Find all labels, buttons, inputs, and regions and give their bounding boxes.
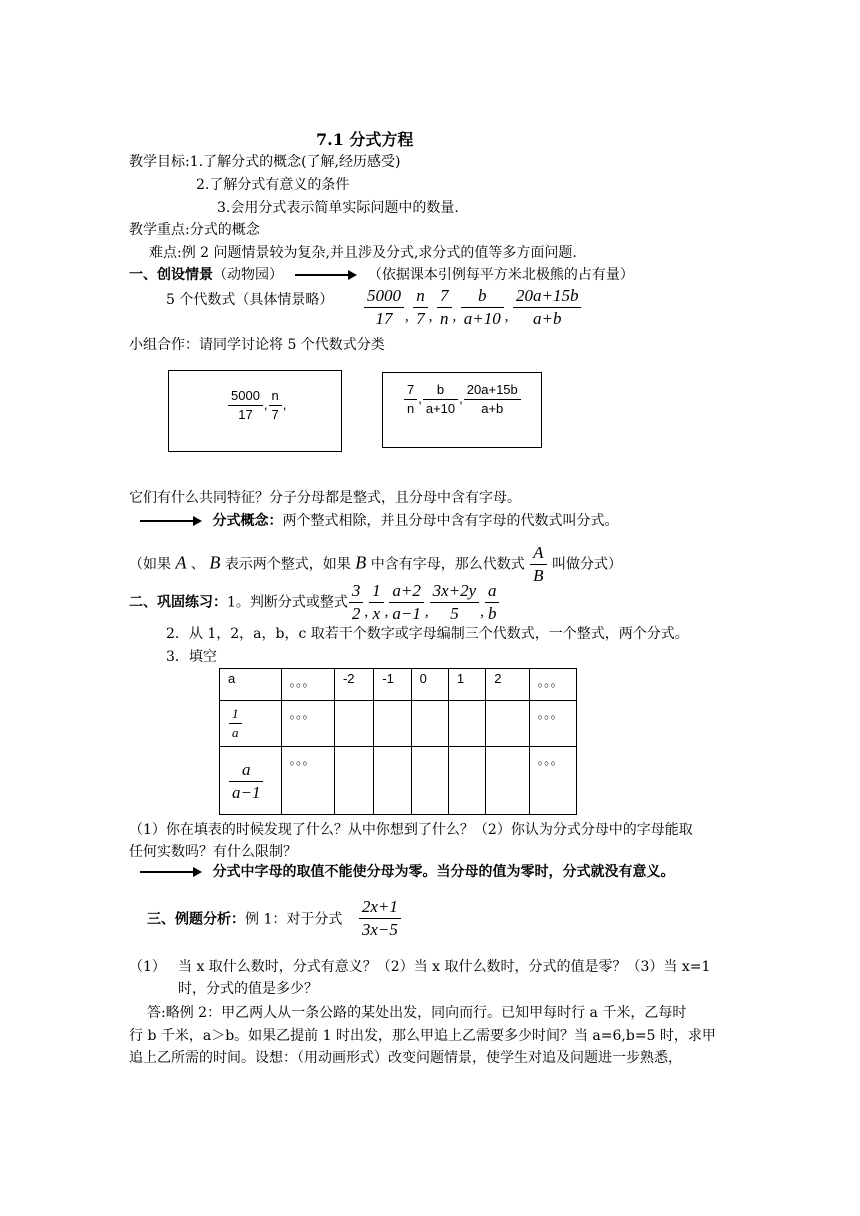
section-1-note: （依据课本引例每平方米北极熊的占有量） xyxy=(367,267,634,283)
conclusion-text: 分式中字母的取值不能使分母为零。当分母的值为零时，分式就没有意义。 xyxy=(212,864,675,880)
question-number: （1） xyxy=(129,959,166,975)
concept-text: 两个整式相除，并且分母中含有字母的代数式叫分式。 xyxy=(282,513,619,529)
practice-q1: 1。判断分式或整式 xyxy=(227,594,348,611)
section-1-heading-row xyxy=(129,265,634,285)
fraction-a-b: $\frac{A}{B}$ xyxy=(530,542,546,587)
fraction-a-b-lower: $\frac{a}{b}$ xyxy=(485,580,500,625)
table-cell xyxy=(334,701,373,747)
fraction-2x1-3x5: $\frac{2x+1}{3x-5}$ xyxy=(359,896,401,941)
condition-text-3: 表示两个整式，如果 xyxy=(224,556,351,573)
fraction-5000-17: $\frac{5000}{17}$ xyxy=(364,285,404,330)
table-cell: 。。。 xyxy=(281,747,334,815)
table-cell: -2 xyxy=(334,669,373,701)
table-cell: a xyxy=(220,669,282,701)
symbol-a: A xyxy=(175,552,187,573)
condition-text-5: 叫做分式） xyxy=(552,556,623,573)
table-row xyxy=(220,747,577,815)
table-cell xyxy=(448,747,485,815)
table-cell xyxy=(486,701,529,747)
symbol-b-2: B xyxy=(355,552,367,573)
table-cell xyxy=(220,701,282,747)
table-cell xyxy=(411,747,448,815)
answer-line-3: 追上乙所需的时间。设想：（用动画形式）改变问题情景，使学生对追及问题进一步熟悉， xyxy=(129,1050,682,1066)
table-cell: 。。。 xyxy=(281,701,334,747)
concept-head: 分式概念： xyxy=(212,513,283,529)
table-row xyxy=(220,669,577,701)
question-line-1: 当 x 取什么数时，分式有意义？（2）当 x 取什么数时，分式的值是零？（3）当 x=1 xyxy=(178,959,711,975)
table-cell: 2 xyxy=(486,669,529,701)
fraction-n-7-small: $\frac{n}{7}$ xyxy=(269,387,282,424)
fraction-3-2: $\frac{3}{2}$ xyxy=(349,580,364,625)
section-2-heading: 二、巩固练习： xyxy=(129,594,227,611)
section-1-heading: 一、创设情景 xyxy=(129,267,213,283)
answer-line-2: 行 b 千米，a＞b。如果乙提前 1 时出发，那么甲追上乙需要多少时间？当 a=6,b=5 时，求甲 xyxy=(129,1028,716,1044)
symbol-b: B xyxy=(209,552,221,573)
common-features: 它们有什么共同特征？分子分母都是整式，且分母中含有字母。 xyxy=(129,490,521,506)
table-cell xyxy=(220,747,282,815)
condition-text-4: 中含有字母，那么代数式 xyxy=(370,556,525,573)
section-1-heading-sub: （动物园） xyxy=(213,267,283,283)
fraction-20a15b-ab: $\frac{20a+15b}{a+b}$ xyxy=(513,285,581,330)
reflection-2: 任何实数吗？有什么限制？ xyxy=(129,844,297,860)
practice-q1-fractions: $\frac{3}{2}$ , $\frac{1}{x}$ , $\frac{a+2}{a-1}$ , $\frac{3x+2y}{5}$ , $\frac{a}{b}$ xyxy=(348,595,501,610)
table-cell xyxy=(374,701,411,747)
conclusion-row xyxy=(140,862,674,882)
table-cell xyxy=(334,747,373,815)
fill-in-table xyxy=(219,668,577,815)
section-3-heading: 三、例题分析： xyxy=(147,911,245,928)
table-cell: 。。。 xyxy=(529,669,576,701)
condition-text-2: 、 xyxy=(190,556,205,573)
table-cell: 0 xyxy=(411,669,448,701)
group-discussion: 小组合作：请同学讨论将 5 个代数式分类 xyxy=(129,337,385,353)
table-cell: 1 xyxy=(448,669,485,701)
practice-q3: 3．填空 xyxy=(166,649,217,665)
answer-line-1: 答:略例 2：甲乙两人从一条公路的某处出发，同向而行。已知甲每时行 a 千米，乙每时 xyxy=(147,1005,687,1021)
example-1: 例 1：对于分式 xyxy=(245,911,343,928)
arrow-icon xyxy=(140,520,200,522)
table-cell xyxy=(486,747,529,815)
fraction-b-a10-small: $\frac{b}{a+10}$ xyxy=(423,381,458,418)
fraction-7-n: $\frac{7}{n}$ xyxy=(437,285,452,330)
section-2-row xyxy=(129,580,500,625)
question-line-2: 时，分式的值是多少？ xyxy=(178,981,318,997)
practice-q2: 2．从 1，2，a，b，c 取若干个数字或字母编制三个代数式，一个整式，两个分式。 xyxy=(166,626,689,642)
arrow-icon xyxy=(140,871,200,873)
table-cell: -1 xyxy=(374,669,411,701)
table-cell xyxy=(374,747,411,815)
fraction-7-n-small: $\frac{7}{n}$ xyxy=(404,381,417,418)
table-cell xyxy=(411,701,448,747)
table-row xyxy=(220,701,577,747)
fraction-b-a10: $\frac{b}{a+10}$ xyxy=(461,285,504,330)
fraction-1-x: $\frac{1}{x}$ xyxy=(369,580,384,625)
fraction-n-7: $\frac{n}{7}$ xyxy=(413,285,428,330)
table-cell: 。。。 xyxy=(529,701,576,747)
page-title: 7.1 分式方程 xyxy=(316,130,414,149)
table-cell: 。。。 xyxy=(529,747,576,815)
fraction-a2-am1: $\frac{a+2}{a-1}$ xyxy=(389,580,423,625)
fraction-3x2y-5: $\frac{3x+2y}{5}$ xyxy=(430,580,480,625)
fraction-20a15b-ab-small: $\frac{20a+15b}{a+b}$ xyxy=(464,381,521,418)
goal-1: 教学目标:1.了解分式的概念(了解,经历感受) xyxy=(129,154,401,170)
section-3-row xyxy=(147,896,402,941)
classification-box-integral: $\frac{5000}{17}$ , $\frac{n}{7}$ , xyxy=(168,370,342,452)
table-cell: 。。。 xyxy=(281,669,334,701)
key-focus: 教学重点:分式的概念 xyxy=(129,222,260,238)
arrow-icon xyxy=(295,274,355,276)
goal-2: 2.了解分式有意义的条件 xyxy=(196,177,350,193)
expressions-label: 5 个代数式（具体情景略） xyxy=(166,292,334,308)
table-cell xyxy=(448,701,485,747)
goal-3: 3.会用分式表示简单实际问题中的数量. xyxy=(217,200,459,216)
condition-text-1: （如果 xyxy=(129,556,171,573)
key-difficulty: 难点:例 2 问题情景较为复杂,并且涉及分式,求分式的值等多方面问题. xyxy=(149,245,577,261)
classification-box-fractional: $\frac{7}{n}$ , $\frac{b}{a+10}$ , $\frac{20a+15b}{a+b}$ xyxy=(382,372,542,448)
fraction-1-a: $\frac{1}{a}$ xyxy=(229,705,242,742)
concept-row xyxy=(140,511,618,531)
expressions-row: $\frac{5000}{17}$ , $\frac{n}{7}$ , $\frac{7}{n}$ , $\frac{b}{a+10}$ , $\frac{20a+15b}{a+b}$ xyxy=(363,285,582,330)
fraction-a-am1: $\frac{a}{a-1}$ xyxy=(229,759,263,804)
reflection-1: （1）你在填表的时候发现了什么？从中你想到了什么？（2）你认为分式分母中的字母能取 xyxy=(129,822,693,838)
fraction-5000-17-small: $\frac{5000}{17}$ xyxy=(228,387,263,424)
